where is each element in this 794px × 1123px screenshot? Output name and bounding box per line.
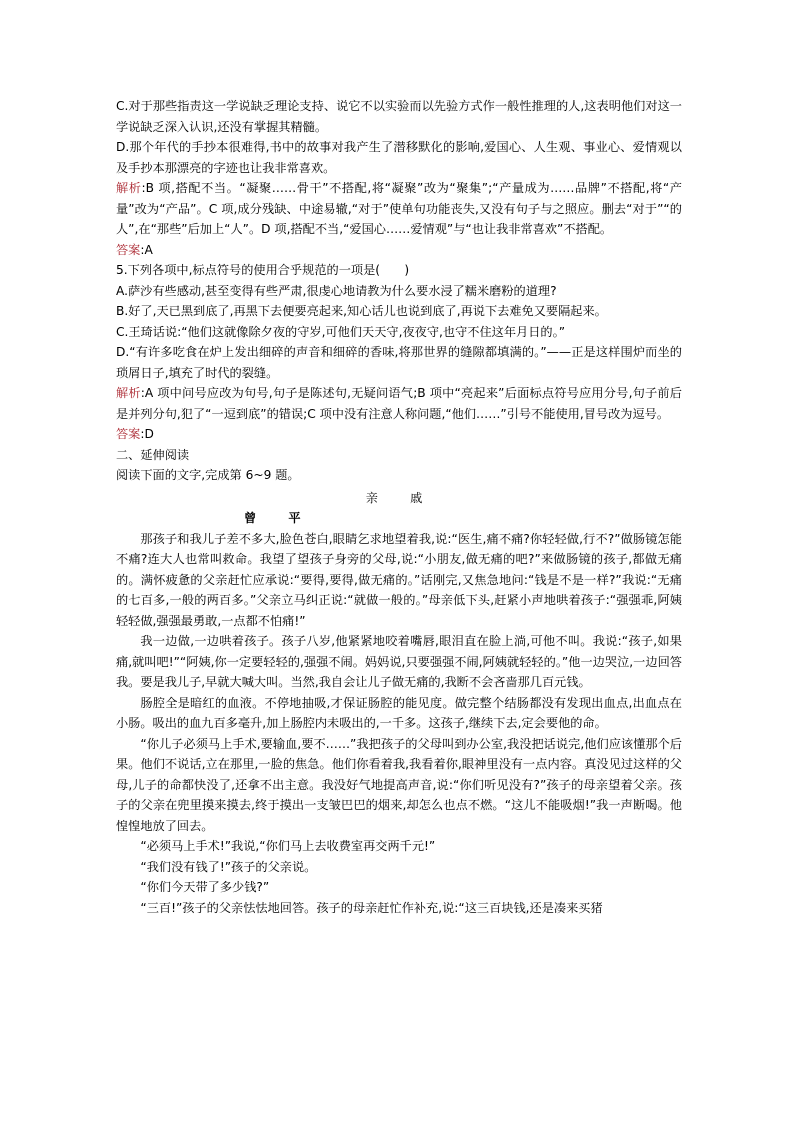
q4-option-c: C.对于那些指责这一学说缺乏理论支持、说它不以实验而以先验方式作一般性推理的人,这表明他们对这一学说缺乏深入认识,还没有掌握其精髓。	[116, 99, 682, 134]
story-author: 曾 平	[244, 511, 311, 525]
q5-option-c: C.王琦话说:“他们这就像除夕夜的守岁,可他们天天守,夜夜守,也守不住这年月日的。”	[116, 324, 566, 339]
story-paragraph: “你儿子必须马上手术,要输血,要不……”我把孩子的父母叫到办公室,我没把话说完,他们应该懂那个后果。他们不说话,立在那里,一脸的焦急。他们你看着我,我看着你,眼神里没有一点内容。真没见过这样的父母,儿子的命都快没了,还拿不出主意。我没好气地提高声音,说:“你们听见没有?”孩子的母亲望着父亲。孩子的父亲在兜里摸来摸去,终于摸出一支皱巴巴的烟来,却怎么也点不燃。“这儿不能吸烟!”我一声断喝。他惶惶地放了回去。	[116, 736, 682, 833]
story-title: 亲 戚	[365, 490, 433, 505]
story-paragraph: “我们没有钱了!”孩子的父亲说。	[140, 859, 317, 874]
q5-option-d: D.“有许多吃食在炉上发出细碎的声音和细碎的香味,将那世界的缝隙都填满的。”——正是这样围炉而坐的琐屑日子,填充了时代的裂缝。	[116, 345, 682, 380]
story-paragraph: “三百!”孩子的父亲怯怯地回答。孩子的母亲赶忙作补充,说:“这三百块钱,还是凑来买猪	[140, 900, 603, 915]
analysis-label: 解析	[116, 181, 142, 195]
section-heading: 二、延伸阅读	[116, 447, 190, 462]
q5-analysis	[116, 383, 682, 424]
analysis-text: :A 项中问号应改为句号,句子是陈述句,无疑问语气;B 项中“亮起来”后面标点符号应用分号,句子前后是并列分句,犯了“一逗到底”的错误;C 项中没有注意人称问题,“他们……”引号不能使用,冒号改为逗号。	[116, 386, 682, 421]
q5-answer	[116, 424, 682, 445]
q5-option-a: A.萨沙有些感动,甚至变得有些严肃,很虔心地请教为什么要水浸了糯米磨粉的道理?	[116, 283, 557, 298]
analysis-text: :B 项,搭配不当。“凝聚……骨干”不搭配,将“凝聚”改为“聚集”;“产量成为……品牌”不搭配,将“产量”改为“产品”。C 项,成分残缺、中途易辙,“对于”使单句功能丧失,又没有句子与之照应。删去“对于”“的人”,在“那些”后加上“人”。D 项,搭配不当,“爱国心……爱情观”与“也让我非常喜欢”不搭配。	[116, 181, 682, 236]
document-page	[116, 96, 682, 918]
answer-text: :A	[140, 242, 153, 257]
reading-instruction: 阅读下面的文字,完成第 6~9 题。	[116, 468, 300, 482]
answer-label: 答案	[116, 242, 141, 257]
answer-label: 答案	[116, 427, 141, 441]
story-paragraph: 肠腔全是暗红的血液。不停地抽吸,才保证肠腔的能见度。做完整个结肠都没有发现出血点,出血点在小肠。吸出的血九百多毫升,加上肠腔内未吸出的,一千多。这孩子,继续下去,定会要他的命。	[116, 695, 682, 730]
story-paragraph: 那孩子和我儿子差不多大,脸色苍白,眼睛乞求地望着我,说:“医生,痛不痛?你轻轻做,行不?”做肠镜怎能不痛?连大人也常叫救命。我望了望孩子身旁的父母,说:“小朋友,做无痛的吧?”来做肠镜的孩子,都做无痛的。满怀疲惫的父亲赶忙应承说:“要得,要得,做无痛的。”话刚完,又焦急地问:“钱是不是一样?”我说:“无痛的七百多,一般的两百多。”父亲立马纠正说:“就做一般的。”母亲低下头,赶紧小声地哄着孩子:“强强乖,阿姨轻轻做,强强最勇敢,一点都不怕痛!”	[116, 531, 682, 628]
answer-text: :D	[140, 427, 154, 441]
q4-option-d: D.那个年代的手抄本很难得,书中的故事对我产生了潜移默化的影响,爱国心、人生观、事业心、爱情观以及手抄本那漂亮的字迹也让我非常喜欢。	[116, 140, 682, 175]
q5-option-b: B.好了,天已黑到底了,再黑下去便要亮起来,知心话儿也说到底了,再说下去难免又要隔起来。	[116, 304, 607, 318]
q4-analysis	[116, 178, 682, 240]
story-paragraph: 我一边做,一边哄着孩子。孩子八岁,他紧紧地咬着嘴唇,眼泪直在脸上淌,可他不叫。我说:“孩子,如果痛,就叫吧!”“阿姨,你一定要轻轻的,强强不闹。妈妈说,只要强强不闹,阿姨就轻轻的。”他一边哭泣,一边回答我。要是我儿子,早就大喊大叫。当然,我自会让儿子做无痛的,我断不会吝啬那几百元钱。	[116, 634, 682, 689]
story-paragraph: “你们今天带了多少钱?”	[140, 880, 270, 894]
q4-answer	[116, 240, 682, 261]
q5-stem: 5.下列各项中,标点符号的使用合乎规范的一项是( )	[116, 263, 410, 277]
analysis-label: 解析	[116, 386, 141, 400]
story-paragraph: “必须马上手术!”我说,“你们马上去收费室再交两千元!”	[140, 839, 436, 853]
